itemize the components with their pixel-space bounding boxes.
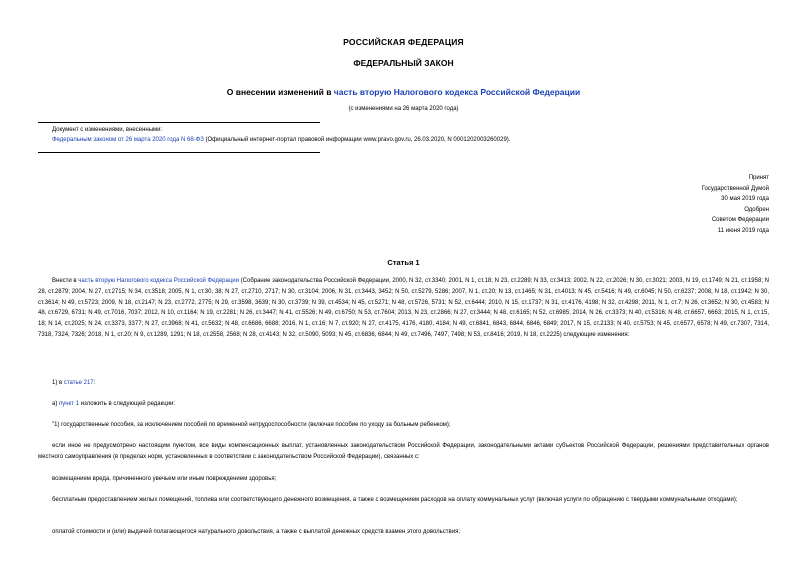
item-a-rest: изложить в следующей редакции: bbox=[79, 401, 176, 407]
clause-1-link[interactable]: пункт 1 bbox=[59, 401, 80, 407]
amendments-status: (с изменениями на 26 марта 2020 года) bbox=[348, 106, 459, 112]
law-title bbox=[0, 87, 807, 97]
article-heading: Статья 1 bbox=[387, 258, 420, 267]
doc-type-heading: ФЕДЕРАЛЬНЫЙ ЗАКОН bbox=[353, 58, 454, 68]
item-a-prefix: а) bbox=[52, 401, 60, 407]
note-source-rest: (Официальный интернет-портал правовой информации www.pravo.gov.ru, 26.03.2020, N 0001202003260029). bbox=[203, 137, 511, 143]
adoption-line: 11 июня 2019 года bbox=[717, 227, 769, 234]
note-line: Документ с изменениями, внесенными: bbox=[52, 127, 163, 133]
item-1-rest: : bbox=[93, 380, 96, 386]
country-heading: РОССИЙСКАЯ ФЕДЕРАЦИЯ bbox=[343, 37, 464, 47]
adoption-line: Советом Федерации bbox=[711, 217, 769, 223]
intro-prefix: Внести в bbox=[52, 278, 79, 284]
item-1-prefix: 1) в bbox=[52, 380, 64, 386]
law-title-prefix: О внесении изменений в bbox=[226, 87, 334, 97]
amending-law-link[interactable]: Федеральным законом от 26 марта 2020 года N 68-ФЗ bbox=[52, 137, 204, 143]
adoption-block bbox=[702, 173, 769, 236]
tax-code-part-link[interactable]: часть вторую Налогового кодекса Российской Федерации bbox=[78, 278, 239, 284]
tax-code-link[interactable]: часть вторую Налогового кодекса Российской Федерации bbox=[333, 87, 581, 97]
note-top-divider bbox=[38, 122, 320, 123]
adoption-line: 30 мая 2019 года bbox=[721, 196, 769, 202]
note-bottom-divider bbox=[38, 152, 320, 153]
adoption-line: Принят bbox=[748, 175, 769, 181]
note-source bbox=[52, 135, 510, 145]
adoption-line: Одобрен bbox=[744, 206, 769, 213]
food-paragraph: оплатой стоимости и (или) выдачей полагающегося натурального довольствия, а также с выплатой денежных средств взамен этого довольствия; bbox=[52, 529, 460, 535]
item-a bbox=[38, 399, 769, 410]
housing-paragraph: бесплатным предоставлением жилых помещений, топлива или соответствующего денежного возмещения, а также с возмещением расходов на оплату коммунальных услуг (включая услуги по обращению с твердыми коммунальными отходами); bbox=[52, 497, 738, 503]
intro-paragraph bbox=[38, 276, 769, 341]
harm-paragraph: возмещением вреда, причиненного увечьем или иным повреждением здоровья; bbox=[52, 476, 277, 482]
article-217-link[interactable]: статье 217 bbox=[63, 380, 94, 386]
adoption-line: Государственной Думой bbox=[701, 185, 769, 192]
compensation-paragraph: если иное не предусмотрено настоящим пунктом, все виды компенсационных выплат, установленных законодательством Российской Федерации, законодательными актами субъектов Российской Федерации, решениями представительных органов местного самоуправления (в пределах норм, установленных в соответствии с законодательством Российской Федерации), связанных с: bbox=[38, 443, 769, 460]
amendments-note bbox=[52, 125, 510, 145]
item-1 bbox=[38, 378, 769, 389]
quote-paragraph: "1) государственные пособия, за исключением пособий по временной нетрудоспособности (включая пособие по уходу за больным ребенком); bbox=[52, 422, 451, 428]
intro-body: (Собрание законодательства Российской Федерации, 2000, N 32, ст.3340; 2001, N 1, ст.18; N 23, ст.2289; N 33, ст.3413; 2002, N 22, ст.2026; N 30, ст.3021; 2003, N 19, ст.1749; N 21, ст.1958; N 28, ст.2879; 2004, N 27, ст.2715; N 34, ст.3518; 2005, N 1, ст.30, 38; N 27, ст.2710, 2717; N 30, ст.3104; 2006, N 31, ст.3443, 3452; N 50, ст.5279, 5286; 2007, N 1, ст.20; N 13, ст.1465; N 31, ст.4013; N 45, ст.5416; N 49, ст.6045; N 50, ст.6237; 2008, N 18, ст.1942; N 30, ст.3614; N 49, ст.5723; 2009, N 18, ст.2147; N 23, ст.2772, 2775; N 29, ст.3598, 3639; N 30, ст.3739; N 39, ст.4534; N 45, ст.5271; N 48, ст.5726, 5731; N 52, ст.6444; 2010, N 15, ст.1737; N 31, ст.4176, 4198; N 32, ст.4298; 2011, N 1, ст.7; N 26, ст.3652; N 30, ст.4583; N 48, ст.6729, 6731; N 49, ст.7016, 7037; 2012, N 10, ст.1164; N 19, ст.2281; N 26, ст.3447; N 41, ст.5526; N 49, ст.6750; N 53, ст.7604; 2013, N 23, ст.2866; N 27, ст.3444; N 48, ст.6165; N 52, ст.6985; 2014, N 26, ст.3373; N 40, ст.5316; N 48, ст.6657, 6663; 2015, N 1, ст.15, 18; N 14, ст.2025; N 24, ст.3373, 3377; N 27, ст.3968; N 41, ст.5632; N 48, ст.6686, 6688; 2016, N 1, ст.16; N 7, ст.920; N 27, ст.4175, 4176, 4180, 4184; N 49, ст.6841, 6843, 6844, 6846, 6849; 2017, N 15, ст.2133; N 40, ст.5753; N 45, ст.6577, 6578; N 49, ст.7307, 7314, 7318, 7324, 7326; 2018, N 1, ст.20; N 9, ст.1289, 1291; N 18, ст.2558, 2568; N 28, ст.4143; N 32, ст.5090, 5093; N 45, ст.6836, 6844; N 49, ст.7496, 7497, 7498; N 53, ст.8416; 2019, N 18, ст.2225) следующие изменения: bbox=[38, 278, 769, 338]
